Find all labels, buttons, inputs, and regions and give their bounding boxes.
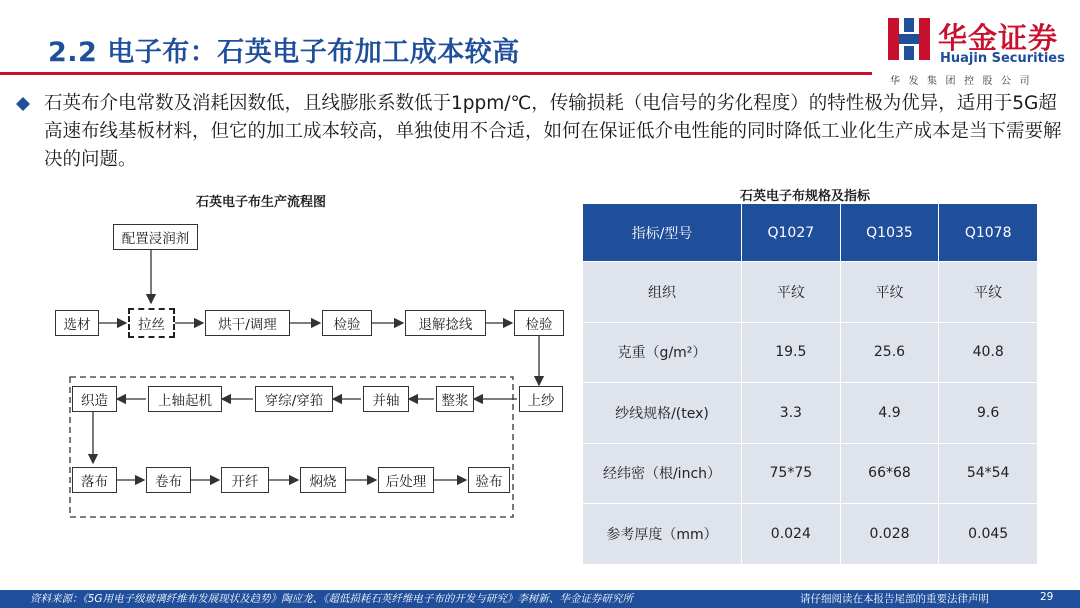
flow-connectors — [0, 0, 580, 540]
spec-cell: 19.5 — [742, 322, 841, 383]
spec-row-label: 克重（g/m²） — [583, 322, 742, 383]
step-drawing: 拉丝 — [128, 308, 175, 338]
spec-cell: 0.028 — [840, 504, 939, 565]
footer-source: 资料来源：《5G用电子级玻璃纤维布发展现状及趋势》陶应龙、《超低损耗石英纤维电子布的开发与研究》李树新、华金证券研究所 — [30, 593, 633, 605]
spec-cell: 平纹 — [840, 262, 939, 323]
spec-cell: 0.024 — [742, 504, 841, 565]
spec-cell: 0.045 — [939, 504, 1038, 565]
spec-row-label: 组织 — [583, 262, 742, 323]
spec-cell: 75*75 — [742, 443, 841, 504]
spec-header-cell: Q1027 — [742, 204, 841, 262]
spec-row-label: 纱线规格/(tex) — [583, 383, 742, 444]
spec-cell: 9.6 — [939, 383, 1038, 444]
step-inspect-2: 检验 — [514, 310, 564, 336]
step-threading: 穿综/穿筘 — [255, 386, 333, 412]
step-select-material: 选材 — [55, 310, 99, 336]
spec-header-cell: Q1035 — [840, 204, 939, 262]
spec-header-cell: Q1078 — [939, 204, 1038, 262]
step-sizing: 整浆 — [436, 386, 474, 412]
page-title: 2.2 电子布：石英电子布加工成本较高 — [48, 37, 520, 68]
step-inspect-1: 检验 — [322, 310, 372, 336]
spec-header-cell: 指标/型号 — [583, 204, 742, 262]
logo-english: Huajin Securities — [940, 51, 1065, 66]
spec-row-label: 经纬密（根/inch） — [583, 443, 742, 504]
table-row — [583, 443, 1038, 504]
spec-row-label: 参考厚度（mm） — [583, 504, 742, 565]
flow-chart-title: 石英电子布生产流程图 — [196, 195, 327, 210]
huajin-logo-icon — [888, 16, 930, 62]
step-prep-wetting-agent: 配置浸润剂 — [113, 224, 198, 250]
spec-table — [582, 203, 1038, 565]
title-divider — [0, 72, 872, 75]
flow-chart — [0, 0, 580, 540]
table-row — [583, 262, 1038, 323]
page-number: 29 — [1040, 591, 1054, 603]
spec-header-row — [583, 204, 1038, 262]
step-loom-start: 上轴起机 — [148, 386, 222, 412]
spec-cell: 66*68 — [840, 443, 939, 504]
step-cloth-drop: 落布 — [72, 467, 117, 493]
step-rolling: 卷布 — [146, 467, 191, 493]
step-load-yarn: 上纱 — [519, 386, 563, 412]
spec-cell: 54*54 — [939, 443, 1038, 504]
diamond-bullet-icon — [16, 97, 30, 111]
step-post-treatment: 后处理 — [378, 467, 434, 493]
logo-chinese: 华金证券 — [938, 21, 1059, 55]
step-dry-condition: 烘干/调理 — [205, 310, 290, 336]
company-logo — [888, 16, 1072, 86]
table-row — [583, 383, 1038, 444]
spec-cell: 平纹 — [939, 262, 1038, 323]
step-fiber-opening: 开纤 — [221, 467, 269, 493]
step-beaming: 并轴 — [363, 386, 409, 412]
spec-cell: 3.3 — [742, 383, 841, 444]
spec-cell: 40.8 — [939, 322, 1038, 383]
spec-cell: 25.6 — [840, 322, 939, 383]
spec-table-title: 石英电子布规格及指标 — [740, 189, 871, 204]
title-accent-bar — [0, 0, 30, 78]
logo-subtitle: 华发集团控股公司 — [890, 76, 1038, 87]
spec-cell: 4.9 — [840, 383, 939, 444]
spec-cell: 平纹 — [742, 262, 841, 323]
footer-legal-note: 请仔细阅读在本报告尾部的重要法律声明 — [800, 593, 989, 605]
table-row — [583, 322, 1038, 383]
step-heat-cleaning: 焖烧 — [300, 467, 346, 493]
step-untwist: 退解捻线 — [405, 310, 486, 336]
step-weaving: 织造 — [72, 386, 117, 412]
table-row — [583, 504, 1038, 565]
step-cloth-inspection: 验布 — [468, 467, 510, 493]
bullet-paragraph: 石英布介电常数及消耗因数低，且线膨胀系数低于1ppm/℃，传输损耗（电信号的劣化程度）的特性极为优异，适用于5G超高速布线基板材料，但它的加工成本较高，单独使用不合适，如何在保证低介电性能的同时降低工业化生产成本是当下需要解决的问题。 — [44, 93, 1062, 170]
